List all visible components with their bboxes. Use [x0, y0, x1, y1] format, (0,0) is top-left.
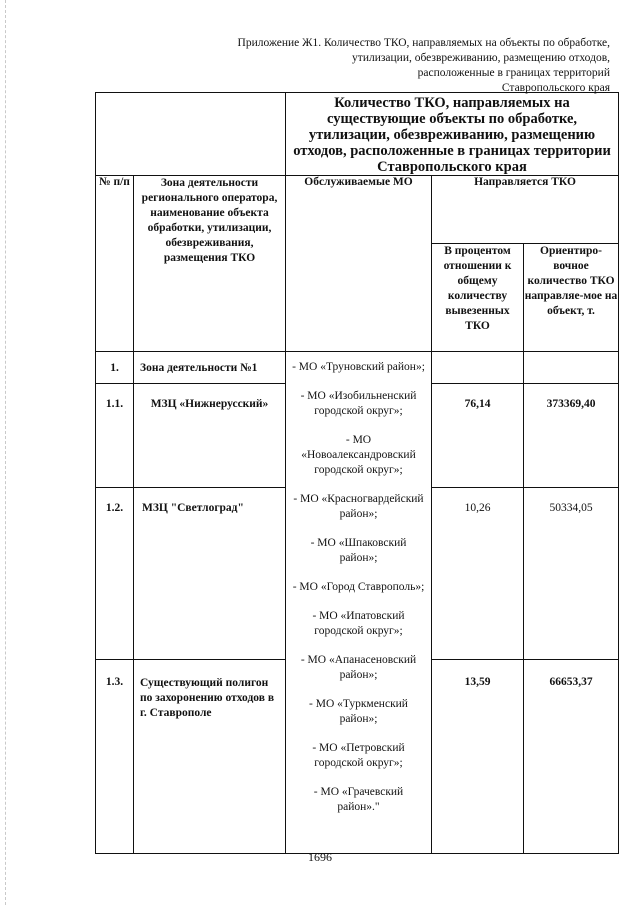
scan-edge-line: [5, 0, 6, 905]
column-header-num: № п/п: [96, 176, 134, 352]
appendix-caption-line: Ставропольского края: [501, 82, 610, 94]
column-header-zone: Зона деятельности регионального оператора, наименование объекта обработки, утилизации, обезвреживания, размещения ТКО: [134, 176, 286, 352]
row-amount: 373369,40: [524, 384, 619, 488]
appendix-caption-line: утилизации, обезвреживанию, размещению отходов,: [352, 52, 610, 64]
row-percent: 76,14: [432, 384, 524, 488]
column-header-percent: В процентом отношении к общему количеству вывезенных ТКО: [432, 244, 524, 352]
row-num: 1.1.: [96, 384, 134, 488]
mo-item: - МО «Апанасеновский район»;: [300, 654, 417, 681]
table-title-cell: [286, 93, 619, 176]
column-header-amount: Ориентиро-вочное количество ТКО направляе-мое на объект, т.: [524, 244, 619, 352]
row-name: МЗЦ "Светлоград": [134, 488, 286, 660]
mo-item: - МО «Туркменский район»;: [309, 698, 408, 725]
appendix-caption-line: Приложение Ж1. Количество ТКО, направляемых на объекты по обработке,: [237, 37, 610, 49]
table-title-row: [96, 93, 619, 176]
mo-item: - МО «Новоалександровский городской округ»;: [301, 434, 416, 476]
mo-item: - МО «Грачевский район».": [313, 786, 404, 813]
mo-item: - МО «Ипатовский городской округ»;: [312, 610, 405, 637]
mo-item: - МО «Петровский городской округ»;: [312, 742, 405, 769]
row-num: 1.3.: [96, 660, 134, 854]
table-header-row: [96, 176, 619, 244]
mo-item: - МО «Город Ставрополь»;: [292, 581, 425, 593]
row-percent: 13,59: [432, 660, 524, 854]
column-header-mo: Обслуживаемые МО: [286, 176, 432, 352]
title-empty-cell: [96, 93, 286, 176]
appendix-caption-line: расположенные в границах территорий: [417, 67, 610, 79]
mo-list-cell: [286, 352, 432, 854]
table-title: Количество ТКО, направляемых на существующие объекты по обработке, утилизации, обезвреживанию, размещению отходов, расположенные в границах территории Ставропольского края: [293, 95, 611, 175]
row-amount: 50334,05: [524, 488, 619, 660]
row-percent: [432, 352, 524, 384]
row-amount: 66653,37: [524, 660, 619, 854]
row-amount: [524, 352, 619, 384]
mo-item: - МО «Шпаковский район»;: [310, 537, 407, 564]
row-percent: 10,26: [432, 488, 524, 660]
tko-table: [95, 92, 619, 854]
row-num: 1.2.: [96, 488, 134, 660]
mo-item: - МО «Изобильненский городской округ»;: [300, 390, 417, 417]
mo-item: - МО «Красногвардейский район»;: [293, 493, 424, 520]
row-name: МЗЦ «Нижнерусский»: [134, 384, 286, 488]
page-number: 1696: [308, 850, 332, 864]
row-name: Существующий полигон по захоронению отходов в г. Ставрополе: [134, 660, 286, 854]
column-header-sent: Направляется ТКО: [432, 176, 619, 244]
mo-item: - МО «Труновский район»;: [292, 361, 425, 373]
table-row: [96, 352, 619, 384]
row-num: 1.: [96, 352, 134, 384]
appendix-caption: [180, 36, 610, 96]
row-name: Зона деятельности №1: [134, 352, 286, 384]
